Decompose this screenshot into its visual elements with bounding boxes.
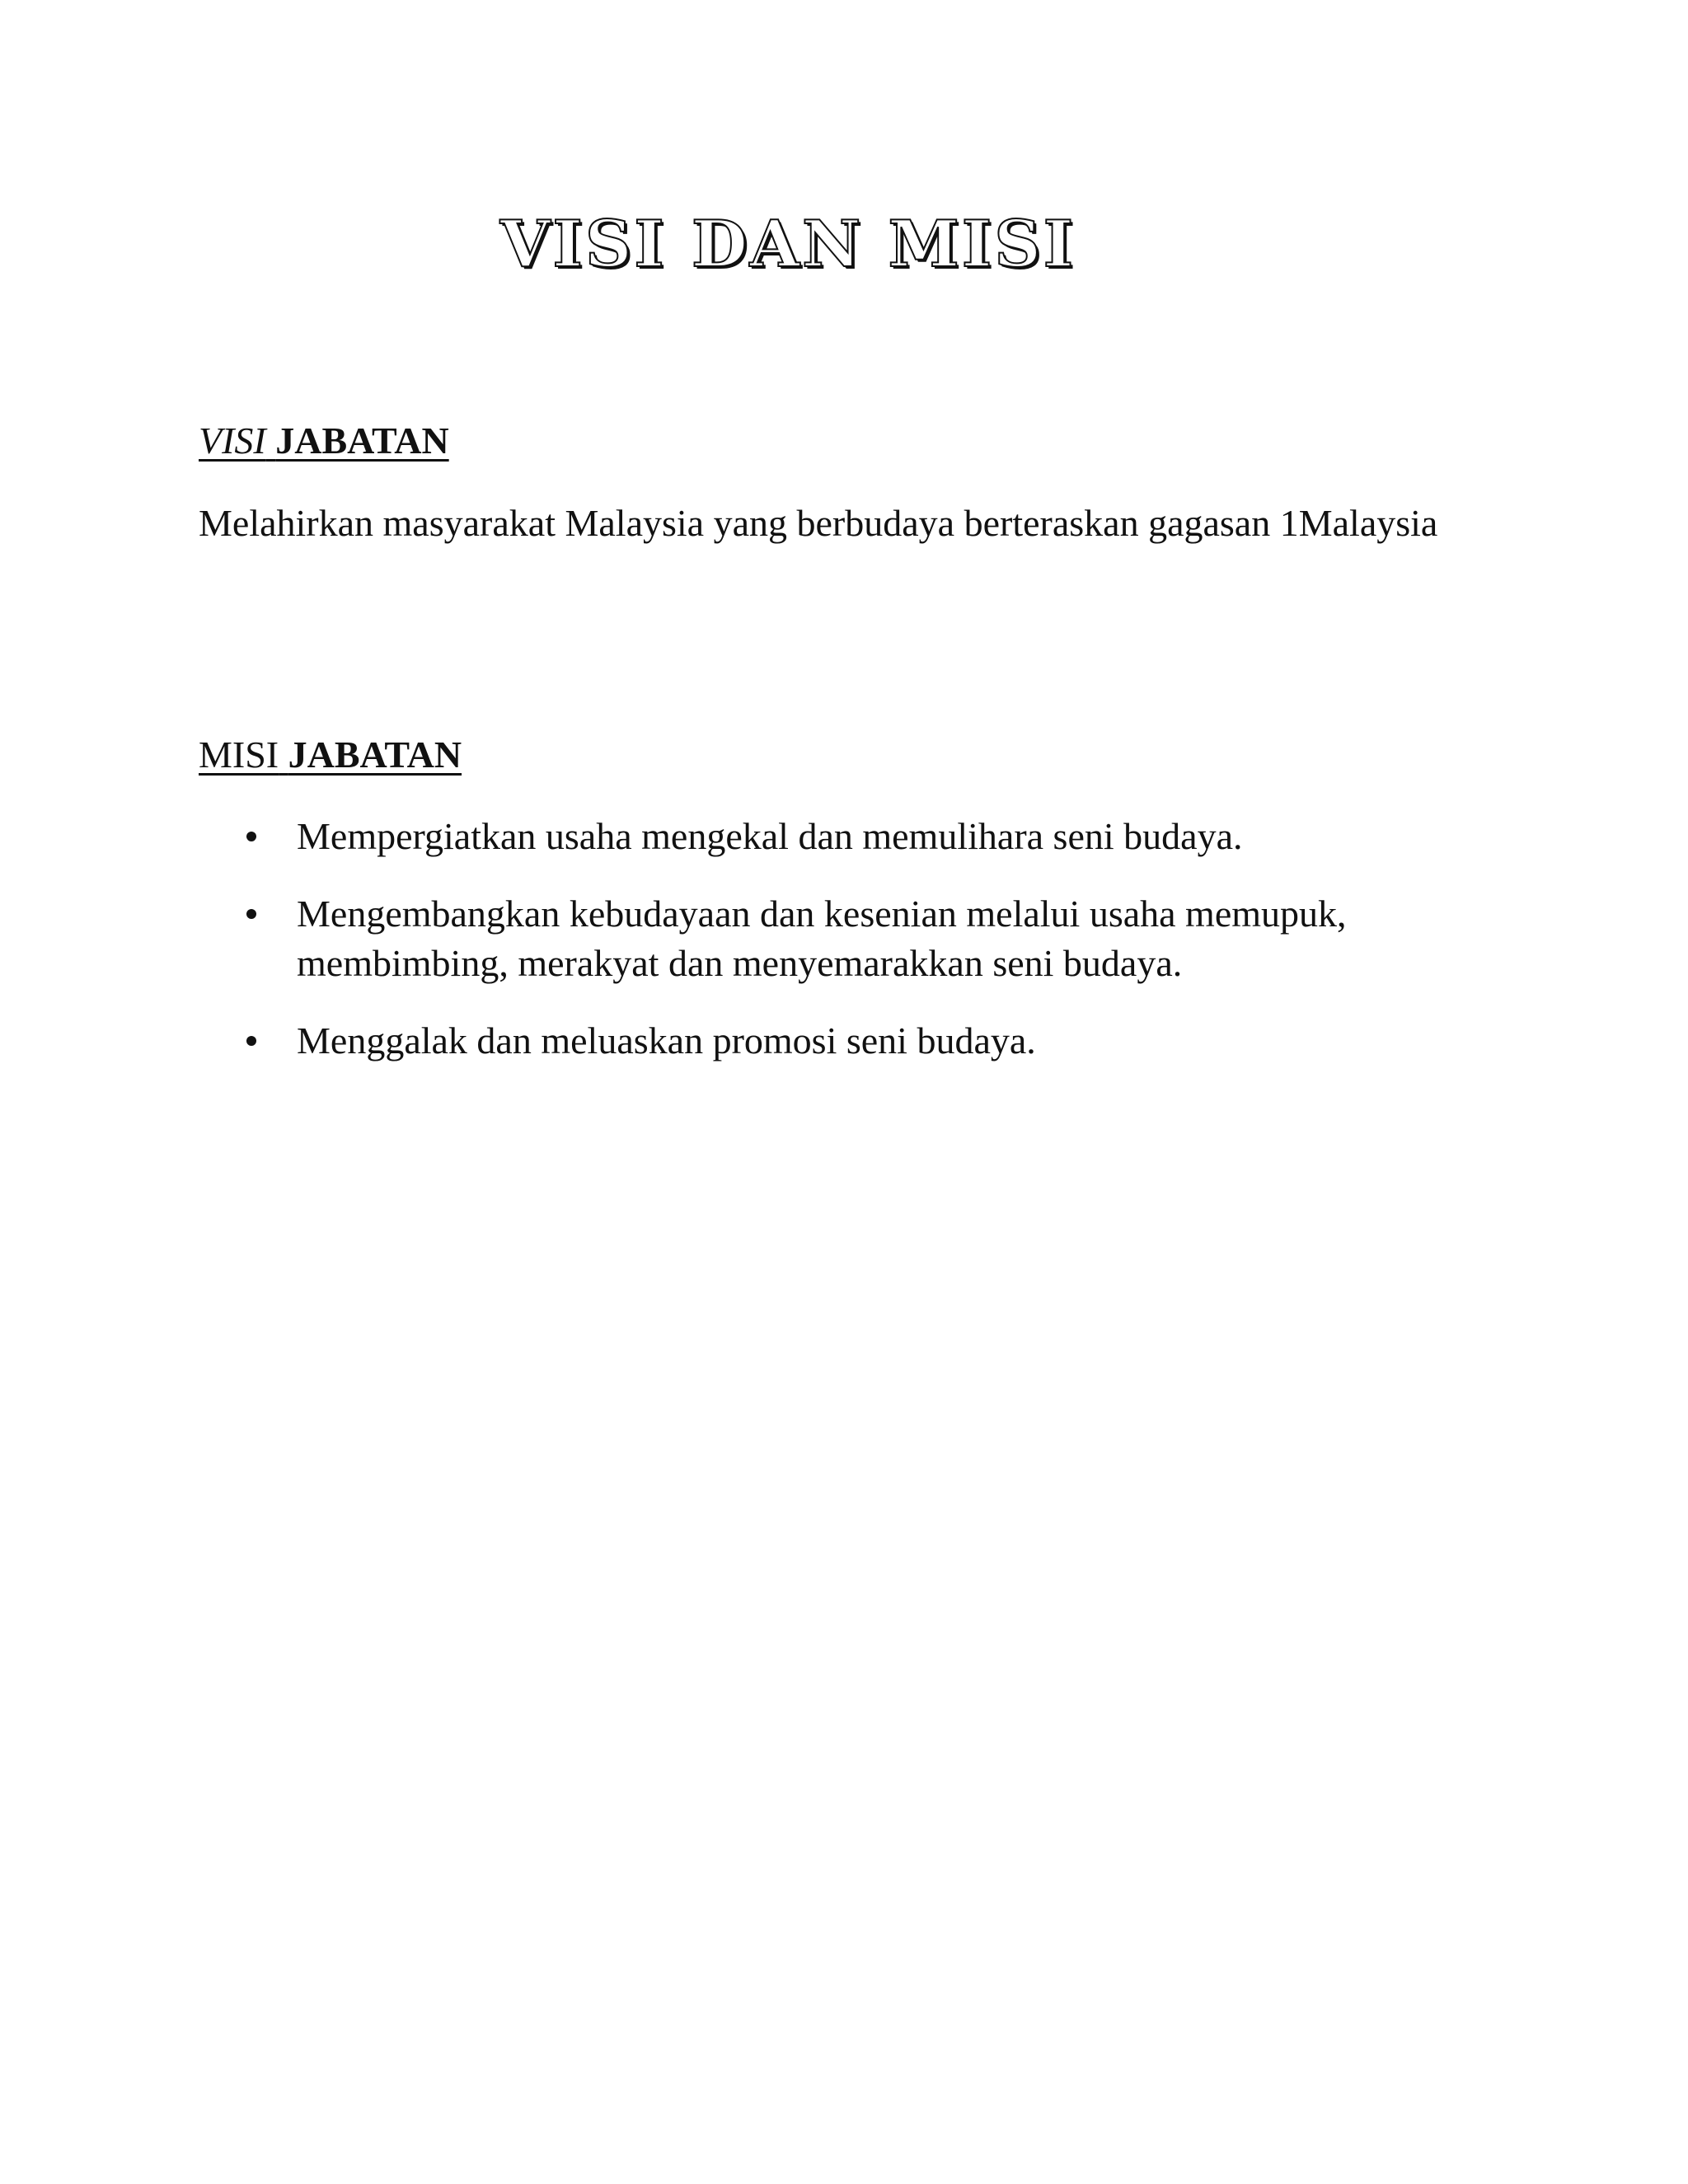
list-item bbox=[199, 1016, 1517, 1066]
bullet-icon bbox=[246, 1036, 256, 1046]
misi-list bbox=[199, 812, 1517, 1094]
misi-heading bbox=[199, 733, 462, 776]
list-item bbox=[199, 812, 1517, 861]
list-item bbox=[199, 889, 1517, 988]
visi-heading-label: VISI bbox=[199, 419, 266, 462]
misi-item-text: Menggalak dan meluaskan promosi seni budaya. bbox=[297, 1019, 1036, 1062]
misi-heading-label: MISI bbox=[199, 733, 279, 776]
visi-statement: Melahirkan masyarakat Malaysia yang berbudaya berteraskan gagasan 1Malaysia bbox=[199, 502, 1438, 544]
visi-heading bbox=[199, 419, 449, 462]
visi-heading-department: JABATAN bbox=[275, 419, 449, 462]
page-title: VISI DAN MISI bbox=[499, 207, 1076, 282]
misi-item-text: Mempergiatkan usaha mengekal dan memulihara seni budaya. bbox=[297, 815, 1243, 857]
bullet-icon bbox=[246, 909, 256, 919]
bullet-icon bbox=[246, 832, 256, 841]
misi-item-text: Mengembangkan kebudayaan dan kesenian melalui usaha memupuk, membimbing, merakyat dan menyemarakkan seni budaya. bbox=[297, 893, 1347, 984]
misi-heading-department: JABATAN bbox=[288, 733, 462, 776]
